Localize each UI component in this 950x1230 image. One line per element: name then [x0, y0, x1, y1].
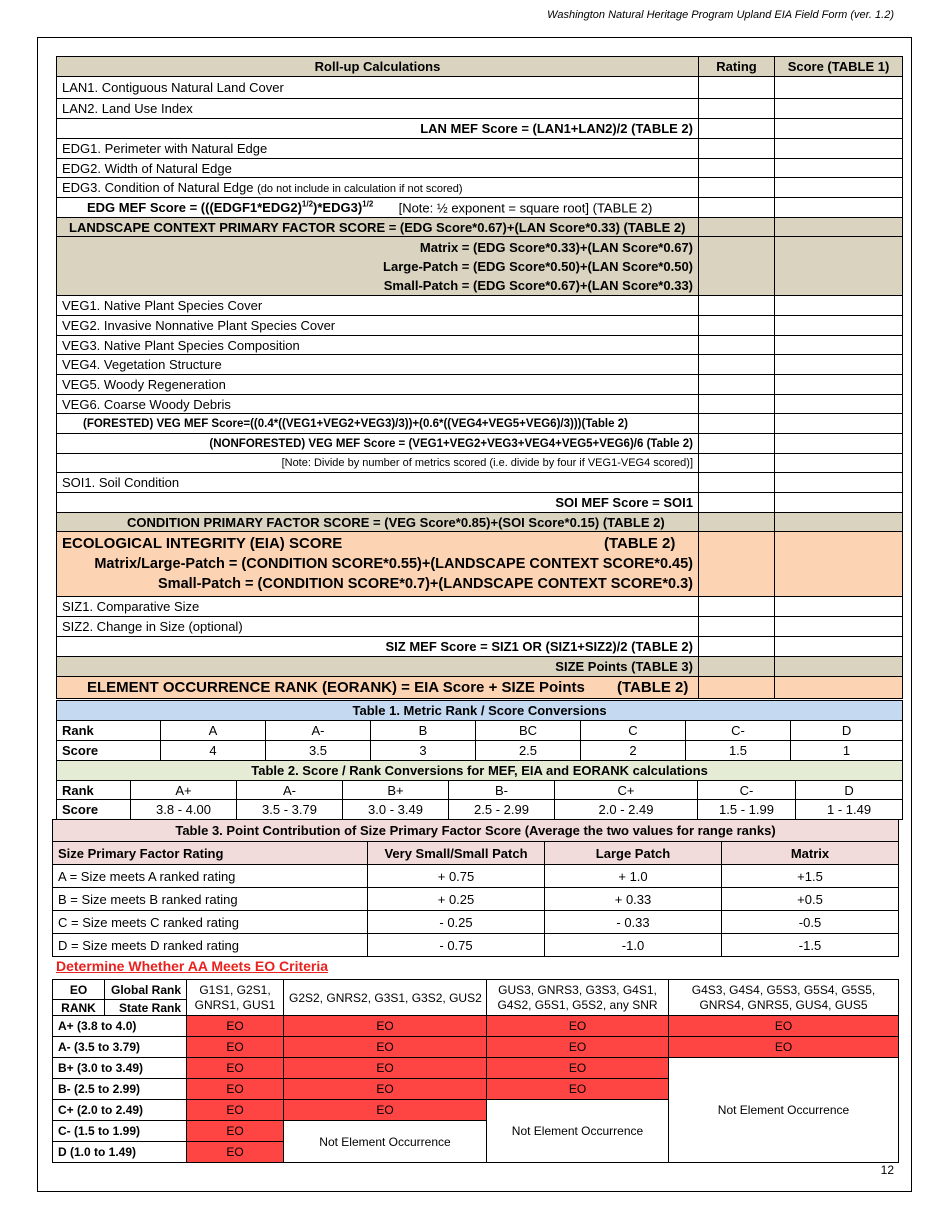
eia-title-row [62, 534, 693, 554]
eo-cell: EO [487, 1016, 669, 1037]
score-cell[interactable] [775, 414, 903, 434]
t2-rank: A+ [131, 781, 237, 800]
eo-row-label: C- (1.5 to 1.99) [53, 1121, 187, 1142]
t2-rank: C- [698, 781, 796, 800]
t1-rank: D [791, 721, 903, 741]
t2-score: 3.0 - 3.49 [343, 800, 449, 820]
size-points-label: SIZE Points (TABLE 3) [57, 657, 699, 677]
rating-cell[interactable] [699, 532, 775, 597]
eo-row-label: A+ (3.8 to 4.0) [53, 1016, 187, 1037]
eo-cell: EO [187, 1037, 284, 1058]
eo-cell: EO [487, 1079, 669, 1100]
table2-title: Table 2. Score / Rank Conversions for MEF, EIA and EORANK calculations [57, 761, 903, 781]
rating-cell[interactable] [699, 237, 775, 296]
rating-cell[interactable] [699, 637, 775, 657]
lc-small-patch: Small-Patch = (EDG Score*0.67)+(LAN Score*0.33) [383, 277, 693, 293]
eo-col-3: GUS3, GNRS3, G3S3, G4S1, G4S2, G5S1, G5S2, any SNR [487, 980, 669, 1016]
veg3-label: VEG3. Native Plant Species Composition [57, 336, 699, 355]
edg-mef-label: EDG MEF Score = (((EDGF1*EDG2)$^{1/2}$)*EDG3)$^{1/2}$ [Note: ½ exponent = square root] (TABLE 2) [57, 198, 699, 218]
t1-score: 2.5 [476, 741, 581, 761]
rating-cell[interactable] [699, 657, 775, 677]
score-cell[interactable] [775, 454, 903, 473]
rating-cell[interactable] [699, 119, 775, 139]
eo-row-label: B+ (3.0 to 3.49) [53, 1058, 187, 1079]
rating-cell[interactable] [699, 159, 775, 178]
eo-criteria-title: Determine Whether AA Meets EO Criteria [56, 958, 329, 974]
score-cell[interactable] [775, 513, 903, 532]
t3-value: - 0.33 [545, 911, 722, 934]
score-cell[interactable] [775, 532, 903, 597]
rollup-table [56, 56, 903, 699]
score-cell[interactable] [775, 375, 903, 395]
t2-score: 1 - 1.49 [796, 800, 903, 820]
rank-label: Rank [57, 721, 161, 741]
table-row [53, 911, 899, 934]
eo-cell: EO [187, 1058, 284, 1079]
t2-score: 2.5 - 2.99 [449, 800, 555, 820]
lan-mef-label: LAN MEF Score = (LAN1+LAN2)/2 (TABLE 2) [57, 119, 699, 139]
score-cell[interactable] [775, 637, 903, 657]
rollup-col-title: Roll-up Calculations [57, 57, 699, 77]
page-header: Washington Natural Heritage Program Upland EIA Field Form (ver. 1.2) [547, 9, 894, 21]
score-cell[interactable] [775, 355, 903, 375]
landscape-primary-label: LANDSCAPE CONTEXT PRIMARY FACTOR SCORE = (EDG Score*0.67)+(LAN Score*0.33) (TABLE 2) [57, 218, 699, 237]
eo-col-1: G1S1, G2S1, GNRS1, GUS1 [187, 980, 284, 1016]
score-cell[interactable] [775, 77, 903, 99]
lan1-label: LAN1. Contiguous Natural Land Cover [57, 77, 699, 99]
rating-cell[interactable] [699, 493, 775, 513]
score-cell[interactable] [775, 473, 903, 493]
eo-row-label: A- (3.5 to 3.79) [53, 1037, 187, 1058]
t2-rank: B+ [343, 781, 449, 800]
rating-cell[interactable] [699, 434, 775, 454]
rating-cell[interactable] [699, 178, 775, 198]
t1-rank: B [371, 721, 476, 741]
eo-col-2: G2S2, GNRS2, G3S1, G3S2, GUS2 [284, 980, 487, 1016]
score-cell[interactable] [775, 218, 903, 237]
t2-score: 2.0 - 2.49 [555, 800, 698, 820]
t2-score: 3.8 - 4.00 [131, 800, 237, 820]
t3-rating: B = Size meets B ranked rating [53, 888, 368, 911]
table3-size-points [52, 819, 899, 957]
eo-cell: EO [487, 1037, 669, 1058]
table2-rank-row [57, 781, 903, 800]
score-label: Score [57, 800, 131, 820]
rating-cell[interactable] [699, 77, 775, 99]
t3-rating: D = Size meets D ranked rating [53, 934, 368, 957]
score-cell[interactable] [775, 99, 903, 119]
score-cell[interactable] [775, 657, 903, 677]
score-cell[interactable] [775, 139, 903, 159]
t1-rank: C [581, 721, 686, 741]
t3-value: - 0.75 [368, 934, 545, 957]
table3-title: Table 3. Point Contribution of Size Primary Factor Score (Average the two values for range ranks) [53, 820, 899, 842]
t2-score: 3.5 - 3.79 [237, 800, 343, 820]
rating-cell[interactable] [699, 395, 775, 414]
eo-criteria-table [52, 979, 899, 1163]
landscape-variants [57, 237, 699, 296]
t1-score: 3 [371, 741, 476, 761]
t3-header: Size Primary Factor Rating [53, 842, 368, 865]
t1-score: 2 [581, 741, 686, 761]
rating-cell[interactable] [699, 375, 775, 395]
score-cell[interactable] [775, 493, 903, 513]
t2-score: 1.5 - 1.99 [698, 800, 796, 820]
score-cell[interactable] [775, 677, 903, 699]
t3-rating: C = Size meets C ranked rating [53, 911, 368, 934]
eo-row-label: B- (2.5 to 2.99) [53, 1079, 187, 1100]
eo-cell: EO [187, 1142, 284, 1163]
eo-cell: EO [187, 1121, 284, 1142]
table-row [53, 865, 899, 888]
eia-score-block [57, 532, 699, 597]
eorank-label: ELEMENT OCCURRENCE RANK (EORANK) = EIA Score + SIZE Points (TABLE 2) [57, 677, 699, 699]
soi-mef-label: SOI MEF Score = SOI1 [57, 493, 699, 513]
score-cell[interactable] [775, 296, 903, 316]
score-cell[interactable] [775, 159, 903, 178]
table1-rank-row [57, 721, 903, 741]
t2-rank: A- [237, 781, 343, 800]
t1-score: 1 [791, 741, 903, 761]
t3-value: - 0.25 [368, 911, 545, 934]
score-cell[interactable] [775, 119, 903, 139]
rating-cell[interactable] [699, 473, 775, 493]
score-col-header: Score (TABLE 1) [775, 57, 903, 77]
eo-header: EO [53, 980, 105, 1000]
eo-row-label: D (1.0 to 1.49) [53, 1142, 187, 1163]
eo-cell: EO [487, 1058, 669, 1079]
rank-label: Rank [57, 781, 131, 800]
t3-rating: A = Size meets A ranked rating [53, 865, 368, 888]
eo-cell: EO [187, 1100, 284, 1121]
score-cell[interactable] [775, 316, 903, 336]
rating-cell[interactable] [699, 597, 775, 617]
veg-forested-label: (FORESTED) VEG MEF Score=((0.4*((VEG1+VEG2+VEG3)/3))+(0.6*((VEG4+VEG5+VEG6)/3)))(Table 2) [57, 414, 699, 434]
t3-value: + 0.75 [368, 865, 545, 888]
veg2-label: VEG2. Invasive Nonnative Plant Species Cover [57, 316, 699, 336]
rating-cell[interactable] [699, 139, 775, 159]
rating-cell[interactable] [699, 336, 775, 355]
eo-row-label: C+ (2.0 to 2.49) [53, 1100, 187, 1121]
eo-cell: EO [669, 1037, 899, 1058]
rating-cell[interactable] [699, 414, 775, 434]
state-rank-header: State Rank [105, 1000, 187, 1016]
t3-header: Matrix [722, 842, 899, 865]
score-cell[interactable] [775, 336, 903, 355]
rating-col-header: Rating [699, 57, 775, 77]
rating-cell[interactable] [699, 316, 775, 336]
table2-score-row [57, 800, 903, 820]
siz-mef-label: SIZ MEF Score = SIZ1 OR (SIZ1+SIZ2)/2 (TABLE 2) [57, 637, 699, 657]
eo-cell: EO [284, 1016, 487, 1037]
t2-rank: B- [449, 781, 555, 800]
rating-cell[interactable] [699, 218, 775, 237]
t3-value: + 0.33 [545, 888, 722, 911]
rank-header: RANK [53, 1000, 105, 1016]
rating-cell[interactable] [699, 454, 775, 473]
score-cell[interactable] [775, 237, 903, 296]
veg-nonforested-label: (NONFORESTED) VEG MEF Score = (VEG1+VEG2+VEG3+VEG4+VEG5+VEG6)/6 (Table 2) [57, 434, 699, 454]
veg6-label: VEG6. Coarse Woody Debris [57, 395, 699, 414]
veg-note: [Note: Divide by number of metrics scored (i.e. divide by four if VEG1-VEG4 scored)] [57, 454, 699, 473]
t1-score: 3.5 [266, 741, 371, 761]
veg4-label: VEG4. Vegetation Structure [57, 355, 699, 375]
t1-score: 1.5 [686, 741, 791, 761]
t3-header: Very Small/Small Patch [368, 842, 545, 865]
eo-cell: EO [284, 1100, 487, 1121]
eo-col-4: G4S3, G4S4, G5S3, G5S4, G5S5, GNRS4, GNRS5, GUS4, GUS5 [669, 980, 899, 1016]
rating-cell[interactable] [699, 99, 775, 119]
soi1-label: SOI1. Soil Condition [57, 473, 699, 493]
table1-score-row [57, 741, 903, 761]
t1-rank: BC [476, 721, 581, 741]
rating-cell[interactable] [699, 677, 775, 699]
lan2-label: LAN2. Land Use Index [57, 99, 699, 119]
eo-cell: EO [284, 1079, 487, 1100]
score-label: Score [57, 741, 161, 761]
eia-table-ref: (TABLE 2) [604, 535, 676, 552]
siz1-label: SIZ1. Comparative Size [57, 597, 699, 617]
edg3-label: EDG3. Condition of Natural Edge (do not include in calculation if not scored) [57, 178, 699, 198]
t2-rank: D [796, 781, 903, 800]
rating-cell[interactable] [699, 296, 775, 316]
t1-score: 4 [161, 741, 266, 761]
t3-value: -1.0 [545, 934, 722, 957]
eo-cell: EO [187, 1016, 284, 1037]
eo-cell: EO [284, 1037, 487, 1058]
score-cell[interactable] [775, 617, 903, 637]
t2-rank: C+ [555, 781, 698, 800]
rating-cell[interactable] [699, 198, 775, 218]
eo-cell: EO [669, 1016, 899, 1037]
edg1-label: EDG1. Perimeter with Natural Edge [57, 139, 699, 159]
lc-large-patch: Large-Patch = (EDG Score*0.50)+(LAN Score*0.50) [383, 258, 693, 274]
t3-value: +0.5 [722, 888, 899, 911]
not-eo-cell: Not Element Occurrence [487, 1100, 669, 1163]
t3-value: -0.5 [722, 911, 899, 934]
table2-score-rank [56, 760, 903, 820]
score-cell[interactable] [775, 434, 903, 454]
t3-value: -1.5 [722, 934, 899, 957]
t1-rank: A- [266, 721, 371, 741]
lc-matrix: Matrix = (EDG Score*0.33)+(LAN Score*0.67) [419, 239, 693, 255]
t1-rank: A [161, 721, 266, 741]
eia-title: ECOLOGICAL INTEGRITY (EIA) SCORE [62, 535, 343, 552]
eia-matrix-large: Matrix/Large-Patch = (CONDITION SCORE*0.55)+(LANDSCAPE CONTEXT SCORE*0.45) [94, 556, 693, 572]
eia-small-patch: Small-Patch = (CONDITION SCORE*0.7)+(LANDSCAPE CONTEXT SCORE*0.3) [158, 576, 693, 592]
veg5-label: VEG5. Woody Regeneration [57, 375, 699, 395]
siz2-label: SIZ2. Change in Size (optional) [57, 617, 699, 637]
score-cell[interactable] [775, 178, 903, 198]
not-eo-cell: Not Element Occurrence [284, 1121, 487, 1163]
t3-value: +1.5 [722, 865, 899, 888]
rating-cell[interactable] [699, 355, 775, 375]
table-row [53, 888, 899, 911]
t3-value: + 1.0 [545, 865, 722, 888]
score-cell[interactable] [775, 198, 903, 218]
eo-cell: EO [284, 1058, 487, 1079]
not-eo-cell: Not Element Occurrence [669, 1058, 899, 1163]
t1-rank: C- [686, 721, 791, 741]
t3-header: Large Patch [545, 842, 722, 865]
table-row [53, 934, 899, 957]
table1-title: Table 1. Metric Rank / Score Conversions [57, 701, 903, 721]
page-number: 12 [880, 1163, 894, 1177]
veg1-label: VEG1. Native Plant Species Cover [57, 296, 699, 316]
score-cell[interactable] [775, 395, 903, 414]
edg2-label: EDG2. Width of Natural Edge [57, 159, 699, 178]
table1-metric-rank [56, 700, 903, 761]
condition-primary-label: CONDITION PRIMARY FACTOR SCORE = (VEG Score*0.85)+(SOI Score*0.15) (TABLE 2) [57, 513, 699, 532]
eorank-table-ref: (TABLE 2) [617, 679, 689, 696]
rating-cell[interactable] [699, 617, 775, 637]
edg3-note: (do not include in calculation if not scored) [257, 183, 463, 195]
eo-cell: EO [187, 1079, 284, 1100]
global-rank-header: Global Rank [105, 980, 187, 1000]
t3-value: + 0.25 [368, 888, 545, 911]
score-cell[interactable] [775, 597, 903, 617]
rating-cell[interactable] [699, 513, 775, 532]
